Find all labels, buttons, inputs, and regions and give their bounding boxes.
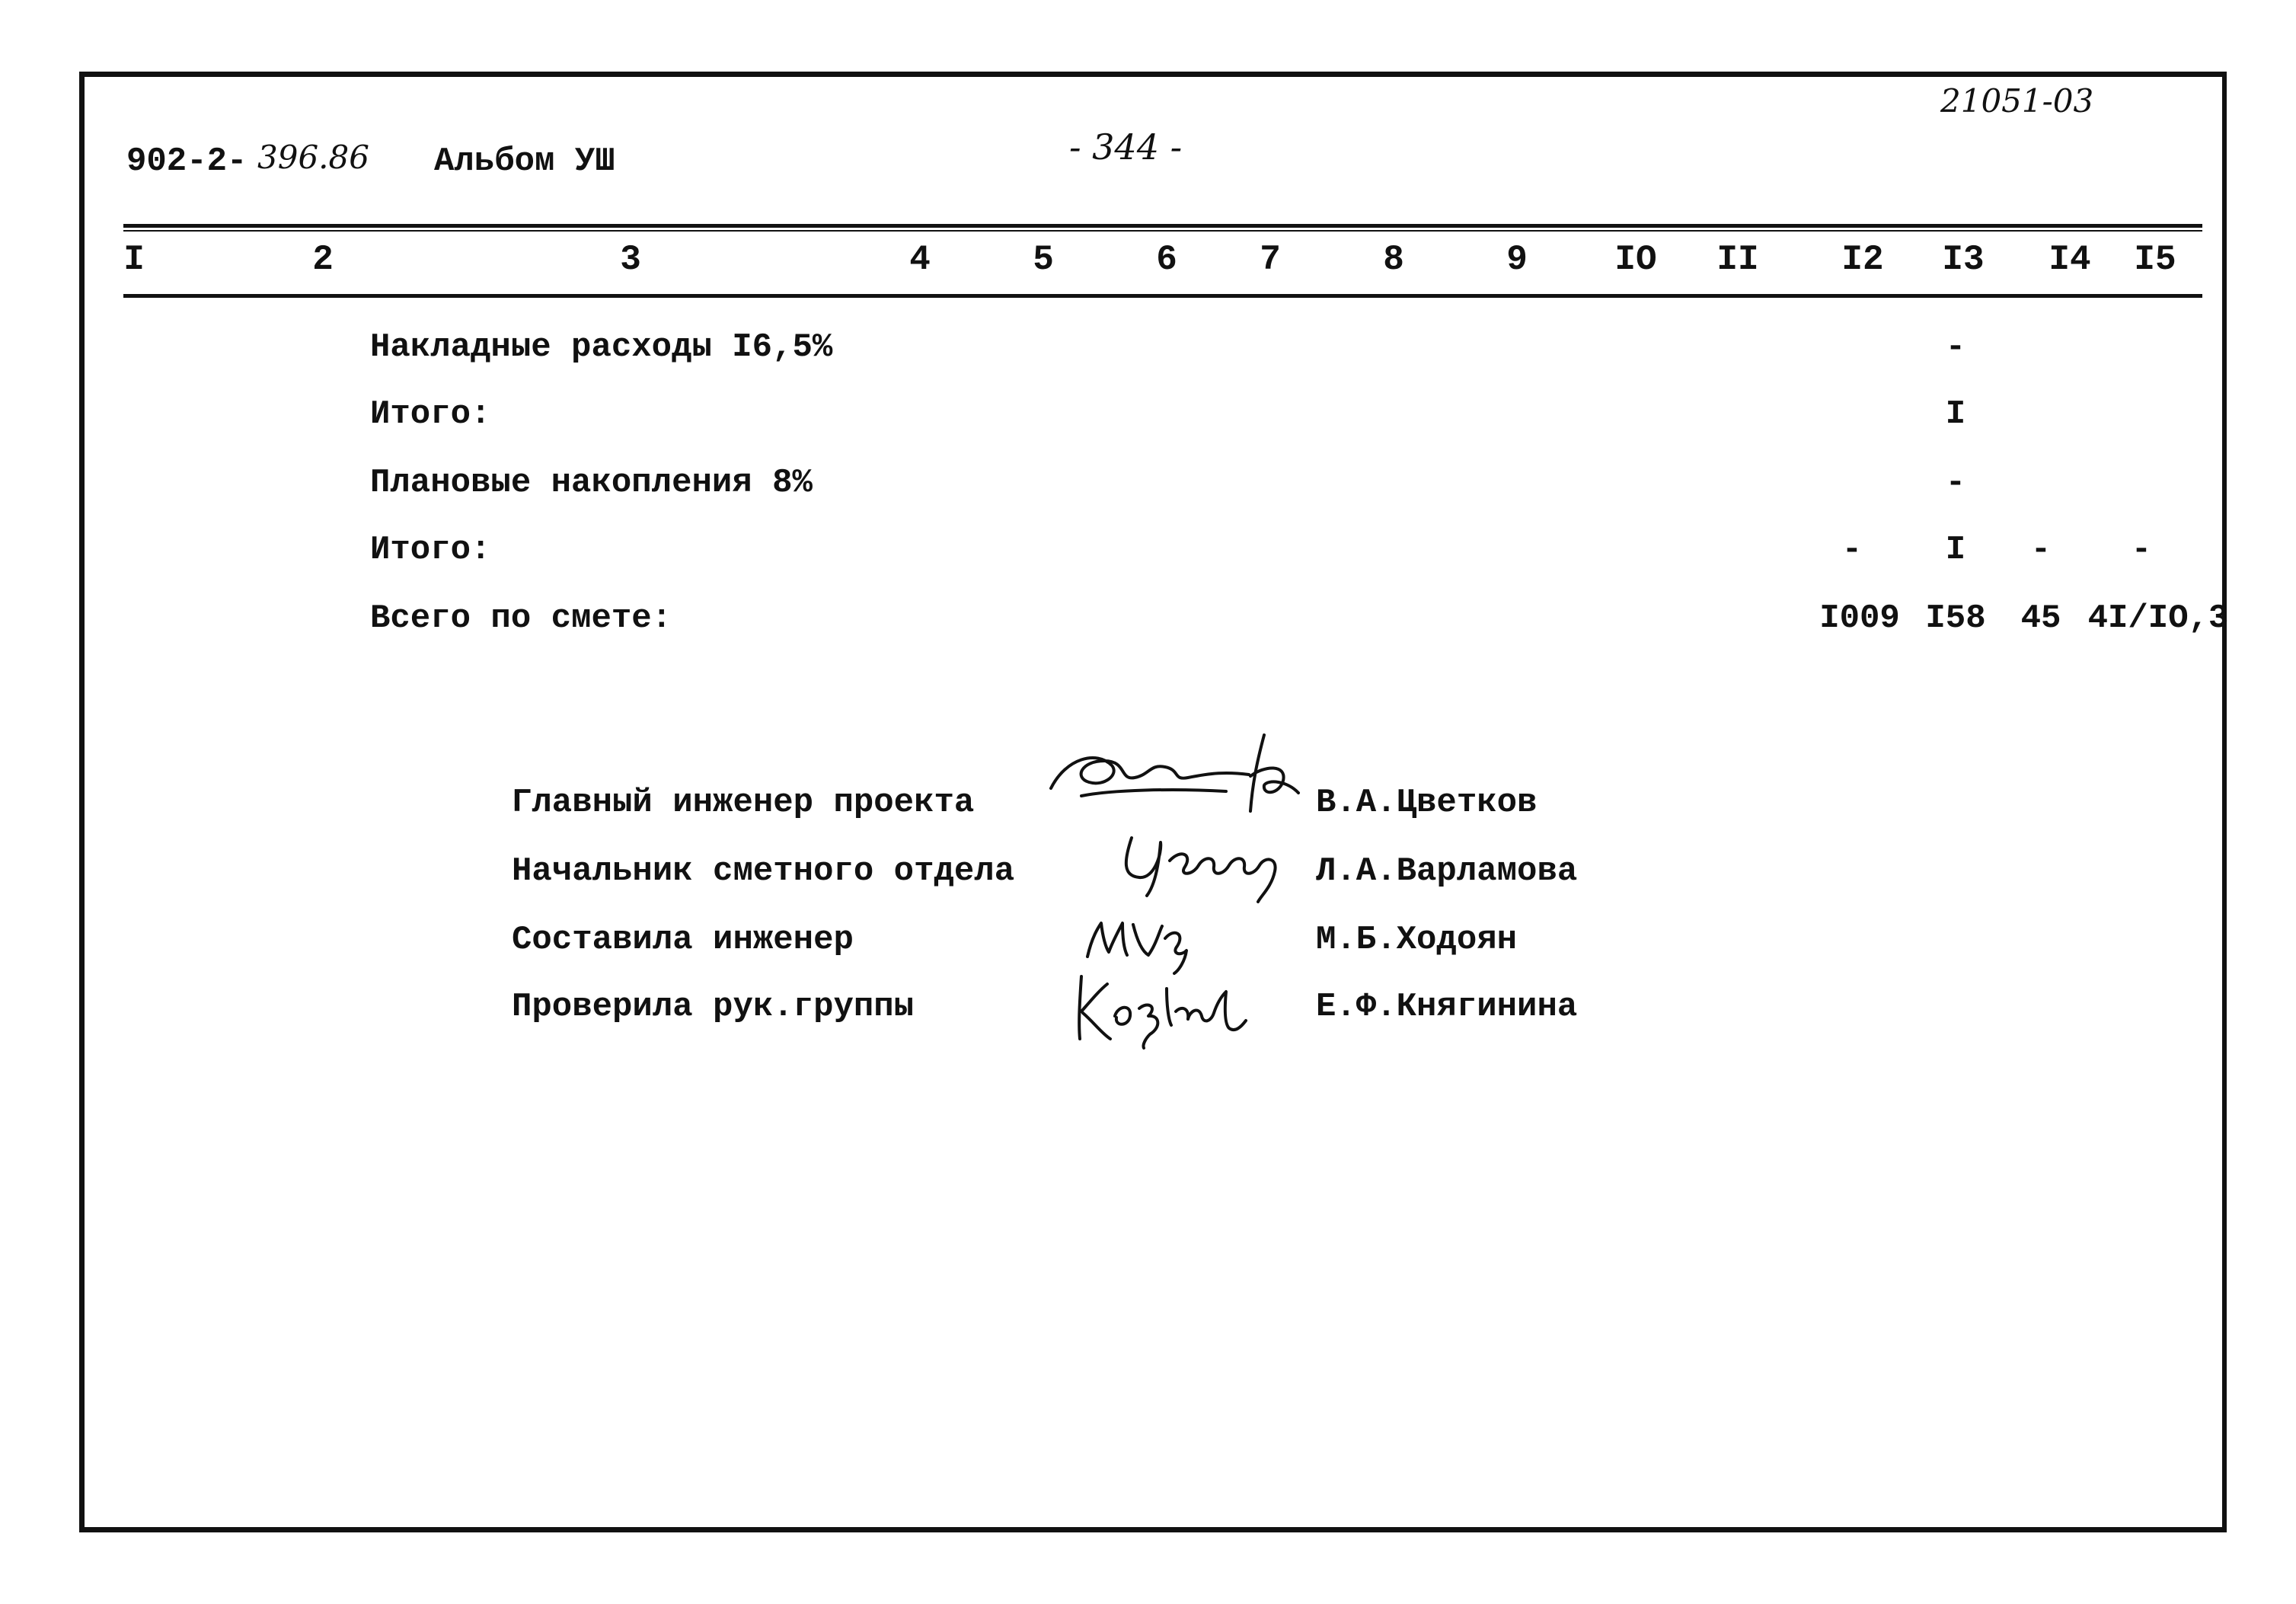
cell-col-13: I	[1945, 531, 1966, 569]
archive-number: 21051-03	[1940, 82, 2094, 120]
signature-name: Е.Ф.Княгинина	[1316, 988, 1578, 1026]
column-number-2: 2	[312, 240, 334, 280]
header-rule-bottom	[123, 294, 2202, 298]
cell-col-12: I009	[1819, 599, 1900, 637]
page-number: - 344 -	[1069, 126, 1183, 168]
column-number-1: I	[123, 240, 145, 280]
cell-col-15: -	[2131, 531, 2152, 569]
signature-khodoyan	[1080, 906, 1194, 975]
signature-name: Л.А.Варламова	[1316, 852, 1578, 890]
column-number-4: 4	[909, 240, 931, 280]
column-number-7: 7	[1260, 240, 1281, 280]
column-number-9: 9	[1506, 240, 1528, 280]
column-number-6: 6	[1156, 240, 1177, 280]
signature-role: Составила инженер	[512, 921, 854, 959]
cell-col-15: 4I/IO,3	[2087, 599, 2229, 637]
signature-varlamova	[1109, 823, 1307, 906]
cell-col-14: -	[2030, 531, 2052, 569]
cell-col-13: -	[1945, 328, 1966, 366]
column-number-10: IO	[1614, 240, 1657, 280]
column-number-8: 8	[1383, 240, 1404, 280]
column-number-15: I5	[2134, 240, 2176, 280]
row-label: Плановые накопления 8%	[370, 464, 813, 502]
column-number-3: 3	[620, 240, 641, 280]
signature-name: В.А.Цветков	[1316, 784, 1538, 822]
column-number-14: I4	[2049, 240, 2091, 280]
row-label: Всего по смете:	[370, 599, 672, 637]
signature-name: М.Б.Ходоян	[1316, 921, 1518, 959]
signature-role: Главный инженер проекта	[512, 784, 975, 822]
album-title: Альбом УШ	[434, 142, 615, 181]
cell-col-13: I	[1945, 395, 1966, 433]
row-label: Итого:	[370, 395, 491, 433]
cell-col-13: I58	[1925, 599, 1986, 637]
signature-knyaginina	[1069, 966, 1252, 1050]
cell-col-14: 45	[2020, 599, 2061, 637]
column-number-5: 5	[1033, 240, 1054, 280]
cell-col-13: -	[1945, 464, 1966, 502]
cell-col-12: -	[1841, 531, 1863, 569]
signature-tsvetkov	[1036, 727, 1310, 826]
signature-role: Проверила рук.группы	[512, 988, 915, 1026]
column-number-12: I2	[1841, 240, 1884, 280]
document-code-prefix: 902-2-	[126, 142, 247, 181]
header-rule-top	[123, 224, 2202, 228]
column-number-11: II	[1716, 240, 1759, 280]
column-number-13: I3	[1942, 240, 1985, 280]
header-rule-top-inner	[123, 230, 2202, 232]
document-code-handwritten: 396.86	[257, 139, 369, 176]
signature-role: Начальник сметного отдела	[512, 852, 1015, 890]
row-label: Итого:	[370, 531, 491, 569]
row-label: Накладные расходы I6,5%	[370, 328, 833, 366]
